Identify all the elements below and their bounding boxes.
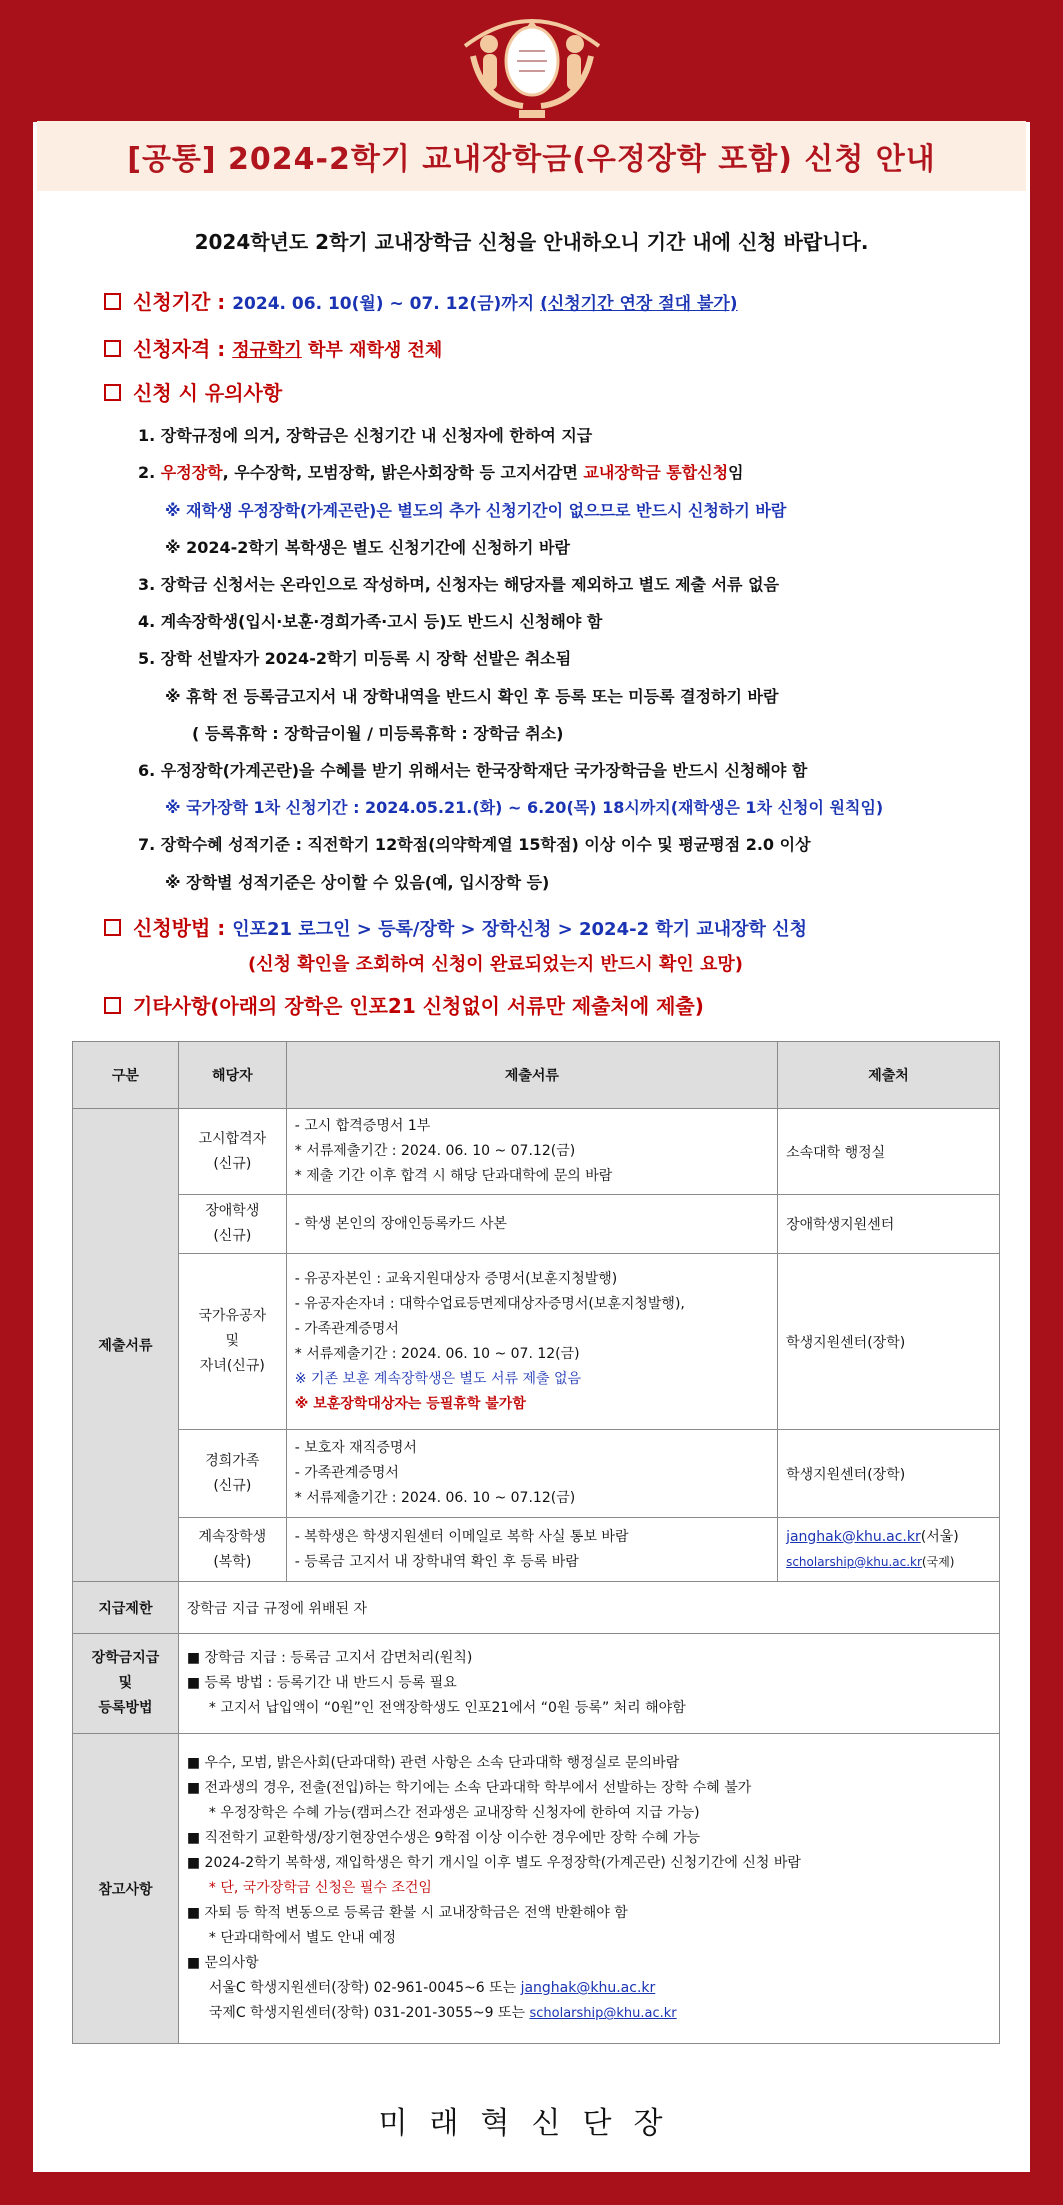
table-header-row: [73, 1042, 1000, 1109]
header-target: 해당자: [178, 1042, 286, 1109]
university-emblem-icon: [453, 6, 611, 120]
note-3: 3. 장학금 신청서는 온라인으로 작성하며, 신청자는 해당자를 제외하고 별도 제출 서류 없음: [138, 575, 779, 594]
submission-table: [72, 1041, 1000, 2044]
notes-title: 신청 시 유의사항: [133, 381, 283, 405]
row-value: ■ 우수, 모범, 밝은사회(단과대학) 관련 사항은 소속 단과대학 행정실로 문의바람 ■ 전과생의 경우, 전출(전입)하는 학기에는 소속 단과대학 학부에서 선발하는 장학 수혜 불가 * 우정장학은 수혜 가능(캠퍼스간 전과생은 교내장학 신청자에 한하여 지급 가능) ■ 직전학기 교환학생/장기현장연수생은 9학점 이상 이수한 경우에만 장학 수혜 가능 ■ 2024-2학기 복학생, 재입학생은 학기 개시일 이후 별도 우정장학(가계곤란) 신청기간에 신청 바람 * 단, 국가장학금 신청은 필수 조건임 ■ 자퇴 등 학적 변동으로 등록금 환불 시 교내장학금은 전액 반환해야 함 * 단과대학에서 별도 안내 예정 ■ 문의사항 서울C 학생지원센터(장학) 02-961-0045~6 또는 janghak@khu.ac.kr 국제C 학생지원센터(장학) 031-201-3055~9 또는 scholarship@khu.ac.kr: [178, 1734, 999, 2044]
eligibility-label: 신청자격 :: [133, 337, 233, 361]
period-note: (신청기간 연장 절대 불가): [540, 294, 738, 314]
note-4: 4. 계속장학생(입시·보훈·경희가족·고시 등)도 반드시 신청해야 함: [138, 612, 603, 631]
title-band: [37, 121, 1026, 191]
section-notes: [104, 377, 282, 406]
note-6: 6. 우정장학(가계곤란)을 수혜를 받기 위해서는 한국장학재단 국가장학금을 반드시 신청해야 함: [138, 761, 808, 780]
email-link-seoul[interactable]: janghak@khu.ac.kr: [520, 1980, 656, 1996]
checkbox-square-icon: [104, 384, 121, 401]
eligibility-emph: 정규학기: [232, 340, 302, 361]
target-cell: 국가유공자 및 자녀(신규): [178, 1254, 286, 1430]
header-documents: 제출서류: [286, 1042, 777, 1109]
note-1: 1. 장학규정에 의거, 장학금은 신청기간 내 신청자에 한하여 지급: [138, 426, 593, 445]
table-row: [73, 1195, 1000, 1254]
row-label: 장학금지급 및 등록방법: [73, 1634, 179, 1734]
note-2-sub-2: ※ 2024-2학기 복학생은 별도 신청기간에 신청하기 바람: [165, 538, 570, 557]
note-2-sub-1: ※ 재학생 우정장학(가계곤란)은 별도의 추가 신청기간이 없으므로 반드시 신청하기 바람: [165, 501, 787, 520]
period-label: 신청기간 :: [133, 290, 233, 314]
documents-cell: - 복학생은 학생지원센터 이메일로 복학 사실 통보 바람 - 등록금 고지서 내 장학내역 확인 후 등록 바람: [286, 1518, 777, 1582]
target-cell: 고시합격자 (신규): [178, 1109, 286, 1195]
header-category: 구분: [73, 1042, 179, 1109]
destination-cell: 소속대학 행정실: [778, 1109, 1000, 1195]
row-value: ■ 장학금 지급 : 등록금 고지서 감면처리(원칙) ■ 등록 방법 : 등록기간 내 반드시 등록 필요 * 고지서 납입액이 “0원”인 전액장학생도 인포21에서 “0원 등록” 처리 해야함: [178, 1634, 999, 1734]
documents-cell: - 고시 합격증명서 1부 * 서류제출기간 : 2024. 06. 10 ~ 07.12(금) * 제출 기간 이후 합격 시 해당 단과대학에 문의 바람: [286, 1109, 777, 1195]
target-cell: 장애학생 (신규): [178, 1195, 286, 1254]
email-link-seoul[interactable]: janghak@khu.ac.kr: [786, 1528, 921, 1545]
documents-cell: - 학생 본인의 장애인등록카드 사본: [286, 1195, 777, 1254]
documents-cell: - 보호자 재직증명서 - 가족관계증명서 * 서류제출기간 : 2024. 06. 10 ~ 07.12(금): [286, 1430, 777, 1518]
other-label: 기타사항(아래의 장학은 인포21 신청없이 서류만 제출처에 제출): [133, 994, 704, 1018]
destination-cell: 학생지원센터(장학): [778, 1430, 1000, 1518]
eligibility-rest: 학부 재학생 전체: [301, 340, 443, 361]
intro-text: 2024학년도 2학기 교내장학금 신청을 안내하오니 기간 내에 신청 바랍니다.: [194, 230, 869, 254]
note-6-sub-1: ※ 국가장학 1차 신청기간 : 2024.05.21.(화) ~ 6.20(목) 18시까지(재학생은 1차 신청이 원칙임): [165, 798, 884, 817]
group-label: 제출서류: [73, 1109, 179, 1582]
email-link-global[interactable]: scholarship@khu.ac.kr: [786, 1554, 922, 1569]
target-cell: 계속장학생 (복학): [178, 1518, 286, 1582]
note-5-sub-1: ※ 휴학 전 등록금고지서 내 장학내역을 반드시 확인 후 등록 또는 미등록 결정하기 바람: [165, 687, 779, 706]
method-path: 인포21 로그인 > 등록/장학 > 장학신청 > 2024-2 학기 교내장학 신청: [232, 919, 807, 940]
section-period: [104, 286, 738, 315]
checkbox-square-icon: [104, 997, 121, 1014]
header-destination: 제출처: [778, 1042, 1000, 1109]
destination-cell: 장애학생지원센터: [778, 1195, 1000, 1254]
section-method: [104, 912, 807, 941]
table-row: [73, 1109, 1000, 1195]
row-value: 장학금 지급 규정에 위배된 자: [178, 1582, 999, 1634]
footer-signature: 미래혁신단장: [378, 2106, 685, 2141]
checkbox-square-icon: [104, 919, 121, 936]
destination-cell: janghak@khu.ac.kr(서울) scholarship@khu.ac.kr(국제): [778, 1518, 1000, 1582]
table-row: [73, 1430, 1000, 1518]
table-row: [73, 1254, 1000, 1430]
method-note: (신청 확인을 조회하여 신청이 완료되었는지 반드시 확인 요망): [248, 954, 744, 975]
period-dates: 2024. 06. 10(월) ~ 07. 12(금)까지: [232, 294, 541, 314]
note-5: 5. 장학 선발자가 2024-2학기 미등록 시 장학 선발은 취소됨: [138, 649, 572, 668]
checkbox-square-icon: [104, 293, 121, 310]
note-7-sub-1: ※ 장학별 성적기준은 상이할 수 있음(예, 입시장학 등): [165, 873, 550, 892]
table-row: [73, 1634, 1000, 1734]
note-5-sub-2: ( 등록휴학 : 장학금이월 / 미등록휴학 : 장학금 취소): [192, 724, 564, 743]
table-row: [73, 1582, 1000, 1634]
table-row: [73, 1734, 1000, 2044]
page-title: [공통] 2024-2학기 교내장학금(우정장학 포함) 신청 안내: [127, 142, 936, 177]
section-other: [104, 990, 704, 1019]
email-link-global[interactable]: scholarship@khu.ac.kr: [529, 2006, 677, 2021]
row-label: 참고사항: [73, 1734, 179, 2044]
row-label: 지급제한: [73, 1582, 179, 1634]
note-7: 7. 장학수혜 성적기준 : 직전학기 12학점(의약학계열 15학점) 이상 이수 및 평균평점 2.0 이상: [138, 835, 811, 854]
documents-cell: - 유공자본인 : 교육지원대상자 증명서(보훈지청발행) - 유공자손자녀 : 대학수업료등면제대상자증명서(보훈지청발행), - 가족관계증명서 * 서류제출기간 : 2024. 06. 10 ~ 07. 12(금) ※ 기존 보훈 계속장학생은 별도 서류 제출 없음 ※ 보훈장학대상자는 등필휴학 불가함: [286, 1254, 777, 1430]
checkbox-square-icon: [104, 340, 121, 357]
target-cell: 경희가족 (신규): [178, 1430, 286, 1518]
table-row: [73, 1518, 1000, 1582]
destination-cell: 학생지원센터(장학): [778, 1254, 1000, 1430]
method-label: 신청방법 :: [133, 916, 233, 940]
note-2: 2. 우정장학, 우수장학, 모범장학, 밝은사회장학 등 고지서감면 교내장학금 통합신청임: [138, 463, 744, 482]
section-eligibility: [104, 333, 442, 362]
